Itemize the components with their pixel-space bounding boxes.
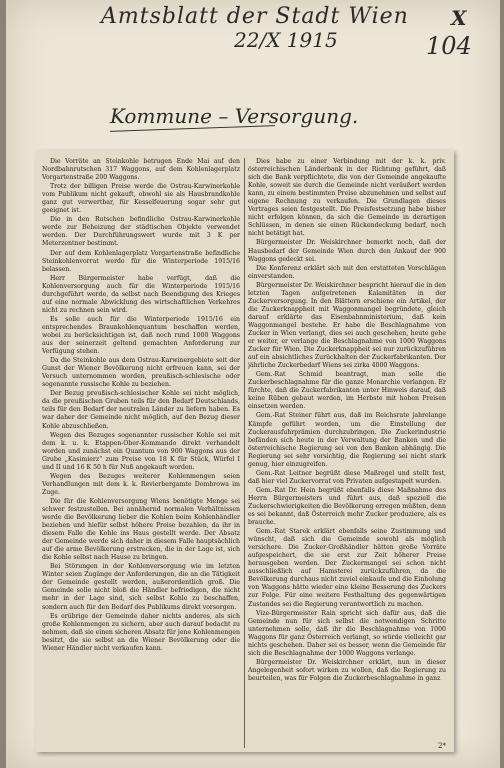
- paragraph-left: Der auf dem Kohlenlagerplatz Vorgartenstraße befindliche Steinkohlenvorrat werde für die Winterperiode 1915/16 belassen.: [42, 249, 240, 273]
- paragraph-left: Die für die Kohlenversorgung Wiens benötigte Menge sei schwer festzustellen. Bei annähernd normalen Verhältnissen werde die Bevölkerung lieber die Kohlen beim Kohlenhändler beziehen und hiefür selbst höhere Preise bezahlen, da ihr in diesem Falle die Kohle ins Haus gestellt werde. Der Absatz der Gemeinde werde sich daher in diesem Falle hauptsächlich auf die arme Bevölkerung erstrecken, die in der Lage ist, sich die Kohle selbst nach Hause zu bringen.: [42, 497, 240, 562]
- paragraph-right: Gem.-Rat Starek erklärt ebenfalls seine Zustimmung und wünscht, daß sich die Gemeinde sowohl als möglich versichere. Die Zucker-Großhändler hätten große Vorräte aufgespeichert, die sie erst zur Zeit höherer Preise herausgeben werden. Der Zuckermangel sei schon nicht ausschließlich auf Hamsterei zurückzuführen, da die Bevölkerung durchaus nicht zuviel einkaufe und die Einholung von Waggons hätte wieder eine kleine Besserung des Zuckers zur Folge. Für eine weitere Festhaltung des gegenwärtigen Zustandes sei die Regierung verantwortlich zu machen.: [248, 528, 446, 608]
- archive-page: [6, 0, 500, 768]
- handwritten-subject: Kommune – Versorgung.: [110, 104, 359, 128]
- paragraph-right: Bürgermeister Dr. Weiskirchner bespricht hierauf die in den letzten Tagen aufgetretenen Kalamitäten in der Zuckerversorgung. In den Blättern erschiene ein Artikel, der die Zuckerknappheit mit Waggonmangel begründete, gleich darauf erklärte das Eisenbahnministerium, daß kein Waggonmangel bestehe. Er habe die Beschlagnahme von Zucker in Wien verlangt, dies sei auch geschehen, heute gehe er weiter, er verlange die Beschlagnahme von 1000 Waggons Zucker für Wien. Die Zuckerknappheit sei nur zurückzuführen auf ein absichtliches Zurückhalten der Zuckerfabrikanten. Der jährliche Zuckerbedarf Wiens sei zirka 4000 Waggons.: [248, 281, 446, 370]
- paragraph-left: Bei Störungen in der Kohlenversorgung wie im letzten Winter seien Zugänge der Anforderungen, die an die Tätigkeit der Gemeinde gestellt werden, außerordentlich groß. Die Gemeinde solle nicht bloß die Händler befriedigen, die nicht mehr in der Lage sind, sich selbst Kohle zu beschaffen, sondern auch für den Bedarf des Publikums direkt vorsorgen.: [42, 563, 240, 611]
- paragraph-right: Gem.-Rat Dr. Hein begrüßt ebenfalls diese Maßnahme des Herrn Bürgermeisters und führt aus, daß speziell die Zuckerschwierigkeiten die Bevölkerung erregen müßten, denn es sei bekannt, daß Österreich mehr Zucker produziere, als es brauche.: [248, 486, 446, 527]
- handwritten-title: Amtsblatt der Stadt Wien: [101, 4, 409, 29]
- handwritten-mark: X: [451, 6, 467, 30]
- paragraph-left: Die in den Rutschen befindliche Ostrau-Karwinerkohle werde zur Beheizung der städtischen Objekte verwendet werden. Der Durchführungswert wurde mit 3 K per Meterzentner bestimmt.: [42, 216, 240, 248]
- paragraph-right: Gem.-Rat Leitner begrüßt diese Maßregel und stellt fest, daß hier viel Zuckervorrat von Privaten aufgestapelt wurden.: [248, 469, 446, 485]
- paragraph-left: Wegen des Bezuges sogenannter russischer Kohle sei mit dem k. u. k. Etappen-Ober-Kommando direkt verhandelt worden und zunächst ein Quantum von 900 Waggons aus der Grube „Kasimierz“ zum Preise von 18 K für Stück, Würfel I und II und 16 K 50 h für Nuß angekauft worden.: [42, 431, 240, 471]
- newspaper-clipping: [36, 150, 454, 752]
- handwritten-number: 104: [426, 32, 472, 60]
- paragraph-left: Herr Bürgermeister habe verfügt, daß die Kohlenversorgung auch für die Winterperiode 1915/16 durchgeführt werde, da selbst nach Beendigung des Krieges auf eine normale Abwicklung des wirtschaftlichen Verkehres nicht zu rechnen sein wird.: [42, 274, 240, 314]
- paragraph-right: Bürgermeister Dr. Weiskirchner erklärt, nun in dieser Angelegenheit sofort wirken zu wollen, daß die Regierung zu beurteilen, was für Folgen die Zuckerbeschlagnahme in ganz: [248, 658, 446, 682]
- text-column-left: [42, 158, 240, 748]
- paragraph-right: Dies habe zu einer Verbindung mit der k. k. priv. österreichischen Länderbank in der Richtung geführt, daß sich die Bank verpflichtete, die von der Gemeinde angekaufte Kohle, soweit sie durch die Gemeinde nicht veräußert werden kann, zu einem bestimmten Preise abzunehmen und selbst auf eigene Rechnung zu verkaufen. Die Grundlagen dieses Vertrages seien festgestellt. Die Preisfestsetzung habe bisher nicht erfolgen können, da sich die Gemeinde in derartigen Schlüssen, in denen sie einen Rückendeckung bedarf, noch nicht betätigt hat.: [248, 158, 446, 238]
- paragraph-right: Die Konferenz erklärt sich mit den erstatteten Vorschlägen einverstanden.: [248, 264, 446, 280]
- paragraph-left: Der Bezug preußisch-schlesischer Kohle sei nicht möglich, da die preußischen Gruben teils für den Bedarf Deutschlands, teils für den Bedarf der neutralen Länder zu liefern haben. Es war daher der Gemeinde nicht möglich, auf den Bezug dieser Kohle abzuschließen.: [42, 390, 240, 430]
- paragraph-left: Es erübrige der Gemeinde daher nichts anderes, als sich große Kohlenmengen zu sichern, aber auch darauf bedacht zu nehmen, daß sie einen sicheren Absatz für jene Kohlenmengen besitzt, die sie selbst an die Wiener Bevölkerung oder die Wiener Händler nicht verkaufen kann.: [42, 612, 240, 652]
- paragraph-left: Es solle auch für die Winterperiode 1915/16 ein entsprechendes Braunkohlenquantum beschaffen werden, wobei zu berücksichtigen ist, daß noch rund 1000 Waggons aus der seinerzeit geltend gemachten Anforderung zur Verfügung stehen.: [42, 315, 240, 356]
- paragraph-left: Da die Steinkohle aus dem Ostrau-Karwinergebiete seit der Gunst der Wiener Bevölkerung nicht erfreuen kann, sei der Versuch unternommen worden, preußisch-schlesische oder sogenannte russische Kohle zu beziehen.: [42, 357, 240, 389]
- paragraph-left: Wegen des Bezuges weiterer Kohlenmengen seien Verhandlungen mit dem k. k. Revierbergamte Dombrowa im Zuge.: [42, 472, 240, 496]
- column-divider: [244, 158, 245, 748]
- paragraph-right: Gem.-Rat Steiner führt aus, daß im Reichsrate jahrelange Kämpfe geführt worden, um die Einstellung der Zuckerausfuhrprämien durchzubringen. Die Zuckerindustrie befänden sich heute in der Verwaltung der Banken und die österreichische Regierung sei von den Banken abhängig. Die Regierung sei sehr vorsichtig, die Regierung sei nicht stark genug, hier einzugreifen.: [248, 412, 446, 468]
- paragraph-right: Vize-Bürgermeister Rain spricht sich dafür aus, daß die Gemeinde nun für sich selbst die notwendigen Schritte unternehmen solle, daß ihr die Beschlagnahme von 1000 Waggons für ganz Österreich verlangt, so würde vielleicht gar nichts geschehen. Daher sei es besser, wenn die Gemeinde für sich die Beschlagnahme der 1000 Waggons verlange.: [248, 609, 446, 657]
- paragraph-right: Gem.-Rat Schmid beantragt, man solle die Zuckerbeschlagnahme für die ganze Monarchie verlangen. Er fürchte, daß die Zuckerfabrikanten unter Hinweis darauf, daß keine Rüben gebaut werden, im Herbste mit hohen Preisen einsetzen werden.: [248, 371, 446, 411]
- paragraph-right: Bürgermeister Dr. Weiskirchner bemerkt noch, daß der Hausbedarf der Gemeinde Wien durch den Ankauf der 900 Waggons gedeckt sei.: [248, 239, 446, 263]
- paragraph-left: Die Vorräte an Steinkohle betrugen Ende Mai auf den Nordbahnrutschen 317 Waggons, auf dem Kohlenlagerplatz Vorgartenstraße 200 Waggons.: [42, 158, 240, 182]
- text-column-right: [248, 158, 446, 748]
- handwritten-date: 22/X 1915: [234, 28, 338, 52]
- folio-number: 2*: [438, 742, 446, 750]
- paragraph-left: Trotz der billigen Preise werde die Ostrau-Karwinerkohle vom Publikum nicht gekauft, obwohl sie als Hausbrandkohle ganz gut verwertbar, für Kesselfeuerung sogar sehr gut geeignet ist.: [42, 183, 240, 215]
